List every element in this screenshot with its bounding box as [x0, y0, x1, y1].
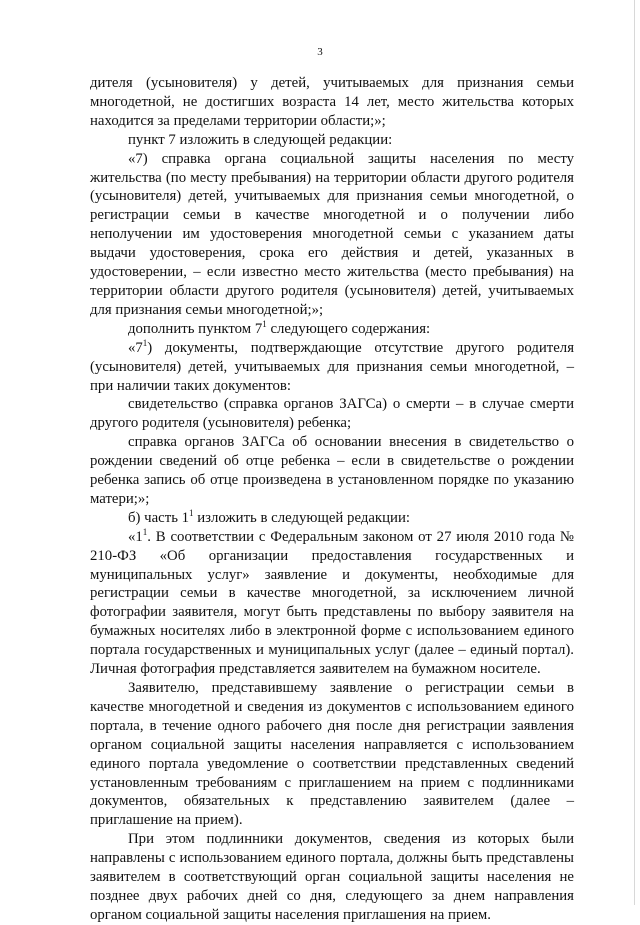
scan-edge-line: [634, 0, 635, 905]
paragraph: [90, 679, 574, 830]
text-run: . В соответствии с Федеральным законом от 27 июля 2010 года № 210-ФЗ «Об организации предоставления государственных и муниципальных услуг» заявление и документы, необходимые для регистрации семьи в качестве многодетной, за исключением личной фотографии заявителя, могут быть представлены по выбору заявителя на бумажных носителях либо в электронной форме с использованием единого портала государственных и муниципальных услуг (далее – единый портал). Личная фотография представляется заявителем на бумажном носителе.: [90, 528, 574, 678]
text-run: «7) справка органа социальной защиты населения по месту жительства (по месту пребывания) на территории области другого родителя (усыновителя) детей, учитываемых для признания семьи многодетной, о регистрации семьи в качестве многодетной и о получении либо неполучении им удостоверения многодетной семьи с указанием даты выдачи удостоверения, срока его действия и детей, указанных в удостоверении, – если известно место жительства (место пребывания) на территории области другого родителя (усыновителя) детей, учитываемых для признания семьи многодетной;»;: [90, 150, 574, 318]
text-run: «1: [128, 528, 143, 545]
document-body: [90, 74, 574, 925]
page-number: 3: [317, 46, 323, 58]
text-run: дителя (усыновителя) у детей, учитываемых для признания семьи многодетной, не достигших возраста 14 лет, место жительства которых находится за пределами территории области;»;: [90, 75, 574, 129]
text-run: пункт 7 изложить в следующей редакции:: [128, 131, 393, 148]
superscript: 1: [142, 526, 148, 537]
paragraph: [90, 150, 574, 320]
text-run: Заявителю, представившему заявление о регистрации семьи в качестве многодетной и сведения из документов с использованием единого портала, в течение одного рабочего дня после дня регистрации заявления органом социальной защиты населения направляется с использованием единого портала уведомление о соответствии представленных сведений установленным требованиям с приглашением на прием с подлинниками документов, обязательных к представлению заявителем (далее – приглашение на прием).: [90, 680, 574, 829]
paragraph: [90, 320, 574, 339]
text-run: справка органов ЗАГСа об основании внесения в свидетельство о рождении сведений об отце ребенка – если в свидетельстве о рождении ребенка запись об отце произведена в установленном порядке по указанию матери;»;: [90, 434, 574, 507]
paragraph: [90, 74, 574, 131]
superscript: 1: [262, 318, 267, 329]
text-run: изложить в следующей редакции:: [193, 509, 410, 526]
text-run: б) часть 1: [128, 509, 190, 526]
paragraph: [90, 433, 574, 509]
paragraph: [90, 509, 574, 528]
paragraph: [90, 339, 574, 396]
superscript: 1: [189, 507, 194, 518]
paragraph: [90, 528, 574, 679]
paragraph: [90, 395, 574, 433]
superscript: 1: [142, 337, 148, 348]
paragraph: [90, 830, 574, 925]
paragraph: [90, 131, 574, 150]
text-run: дополнить пунктом 7: [128, 320, 263, 337]
text-run: «7: [128, 339, 143, 356]
text-run: свидетельство (справка органов ЗАГСа) о смерти – в случае смерти другого родителя (усыновителя) ребенка;: [90, 396, 574, 432]
text-run: При этом подлинники документов, сведения из которых были направлены с использованием единого портала, должны быть представлены заявителем в соответствующий орган социальной защиты населения не позднее двух рабочих дней со дня, следующего за днем направления органом социальной защиты населения приглашения на прием.: [90, 831, 574, 923]
text-run: ) документы, подтверждающие отсутствие другого родителя (усыновителя) детей, учитываемых для признания семьи многодетной, – при наличии таких документов:: [90, 339, 574, 394]
text-run: следующего содержания:: [266, 320, 431, 337]
